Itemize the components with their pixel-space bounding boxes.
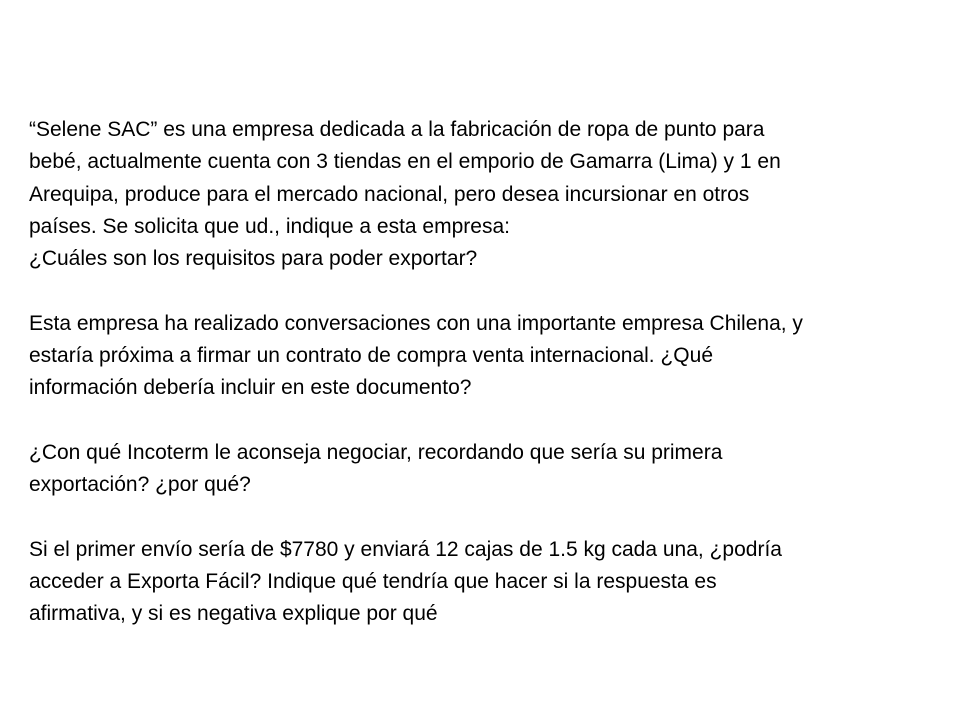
- paragraph-spacer: [29, 405, 929, 437]
- paragraph-exporta-facil-question: [29, 534, 929, 631]
- slide-body-text: [29, 114, 929, 631]
- paragraph-incoterm-question: [29, 437, 929, 502]
- text-line: Si el primer envío sería de $7780 y enviará 12 cajas de 1.5 kg cada una, ¿podría: [29, 537, 782, 561]
- paragraph-spacer: [29, 502, 929, 534]
- text-line: afirmativa, y si es negativa explique por qué: [29, 602, 438, 626]
- text-line: países. Se solicita que ud., indique a esta empresa:: [29, 214, 510, 238]
- question-export-requirements: ¿Cuáles son los requisitos para poder exportar?: [29, 247, 478, 271]
- text-line: estaría próxima a firmar un contrato de compra venta internacional. ¿Qué: [29, 344, 713, 368]
- paragraph-company-description: [29, 114, 929, 275]
- paragraph-contract-question: [29, 308, 929, 405]
- text-line: exportación? ¿por qué?: [29, 473, 251, 497]
- text-line: información debería incluir en este documento?: [29, 376, 472, 400]
- text-line: ¿Con qué Incoterm le aconseja negociar, recordando que sería su primera: [29, 440, 723, 464]
- paragraph-spacer: [29, 275, 929, 307]
- text-line: Arequipa, produce para el mercado nacional, pero desea incursionar en otros: [29, 182, 750, 206]
- text-line: Esta empresa ha realizado conversaciones con una importante empresa Chilena, y: [29, 311, 803, 335]
- text-line: acceder a Exporta Fácil? Indique qué tendría que hacer si la respuesta es: [29, 570, 717, 594]
- text-line: “Selene SAC” es una empresa dedicada a la fabricación de ropa de punto para: [29, 118, 765, 141]
- text-line: bebé, actualmente cuenta con 3 tiendas en el emporio de Gamarra (Lima) y 1 en: [29, 150, 781, 174]
